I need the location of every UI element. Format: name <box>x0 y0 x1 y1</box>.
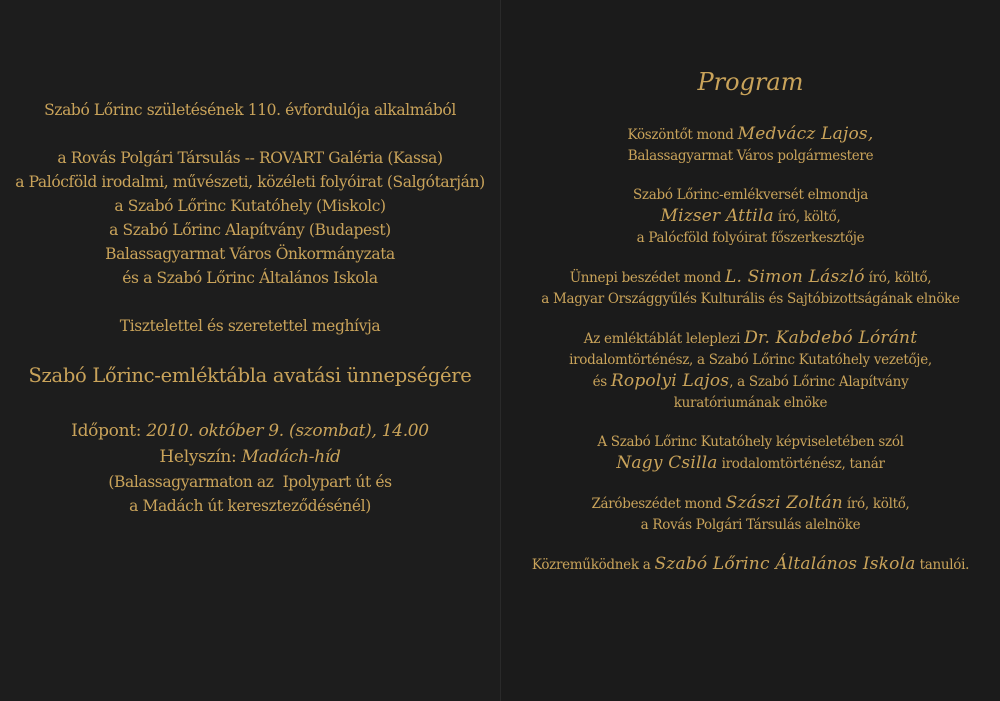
program-text: Ünnepi beszédet mond <box>569 270 725 286</box>
program-text: Záróbeszédet mond <box>591 496 726 512</box>
program-text: A Szabó Lőrinc Kutatóhely képviseletében szól <box>597 434 904 450</box>
organizer-line: Balassagyarmat Város Önkormányzata <box>105 245 395 263</box>
program-text: Az emléktáblát leleplezi <box>583 331 745 347</box>
intro-line: Szabó Lőrinc születésének 110. évfordulója alkalmából <box>44 101 456 119</box>
speaker-name: Szászi Zoltán <box>725 493 843 513</box>
time-label: Időpont: <box>71 421 147 441</box>
place-detail-line: (Balassagyarmaton az Ipolypart út és <box>108 473 392 491</box>
place-value: Madách-híd <box>241 447 341 467</box>
organizer-line: a Rovás Polgári Társulás -- ROVART Galéria (Kassa) <box>57 149 443 167</box>
program-text: Köszöntőt mond <box>627 127 738 143</box>
program-text: a Rovás Polgári Társulás alelnöke <box>640 517 861 533</box>
program-text: kuratóriumának elnöke <box>673 395 828 411</box>
program-text: Balassagyarmat Város polgármestere <box>627 148 874 164</box>
place-label: Helyszín: <box>159 447 242 467</box>
speaker-name: Mizser Attila <box>660 206 774 226</box>
program-text: és <box>592 374 611 390</box>
program-text: tanulói. <box>915 557 970 573</box>
program-item <box>569 328 932 414</box>
speaker-name: Szabó Lőrinc Általános Iskola <box>654 554 916 574</box>
program-text: Közreműködnek a <box>531 557 655 573</box>
event-time <box>71 418 429 444</box>
program-item <box>597 432 903 475</box>
place-detail-line: a Madách út kereszteződésénél) <box>129 497 371 515</box>
speaker-name: Ropolyi Lajos <box>610 371 730 391</box>
program-item <box>633 185 868 249</box>
program-text: író, költő, <box>842 496 910 512</box>
organizer-line: a Szabó Lőrinc Kutatóhely (Miskolc) <box>114 197 386 215</box>
speaker-name: L. Simon László <box>724 267 865 287</box>
program-text: Szabó Lőrinc-emlékversét elmondja <box>632 187 869 203</box>
program-text: a Palócföld folyóirat főszerkesztője <box>636 230 865 246</box>
speaker-name: Nagy Csilla <box>616 453 718 473</box>
program-right-page <box>500 0 1000 701</box>
speaker-name: Dr. Kabdebó Lóránt <box>744 328 918 348</box>
invite-line: Tisztelettel és szeretettel meghívja <box>119 317 381 335</box>
program-item <box>541 267 959 310</box>
program-title: Program <box>697 68 804 96</box>
time-value: 2010. október 9. (szombat), 14.00 <box>146 421 429 441</box>
program-item <box>628 124 874 167</box>
organizer-line: a Szabó Lőrinc Alapítvány (Budapest) <box>109 221 391 239</box>
event-place <box>159 444 340 470</box>
speaker-name: Medvácz Lajos, <box>737 124 874 144</box>
program-text: író, költő, <box>864 270 932 286</box>
program-item <box>591 493 909 536</box>
organizer-line: a Palócföld irodalmi, művészeti, közéleti folyóirat (Salgótarján) <box>15 173 485 191</box>
program-text: író, költő, <box>773 209 841 225</box>
event-title: Szabó Lőrinc-emléktábla avatási ünnepségére <box>28 364 472 387</box>
program-item <box>532 554 969 576</box>
program-text: a Magyar Országgyűlés Kulturális és Sajtóbizottságának elnöke <box>541 291 960 307</box>
program-text: irodalomtörténész, a Szabó Lőrinc Kutatóhely vezetője, <box>569 352 932 368</box>
program-text: , a Szabó Lőrinc Alapítvány <box>729 374 909 390</box>
program-text: irodalomtörténész, tanár <box>717 456 885 472</box>
organizer-line: és a Szabó Lőrinc Általános Iskola <box>122 269 378 287</box>
